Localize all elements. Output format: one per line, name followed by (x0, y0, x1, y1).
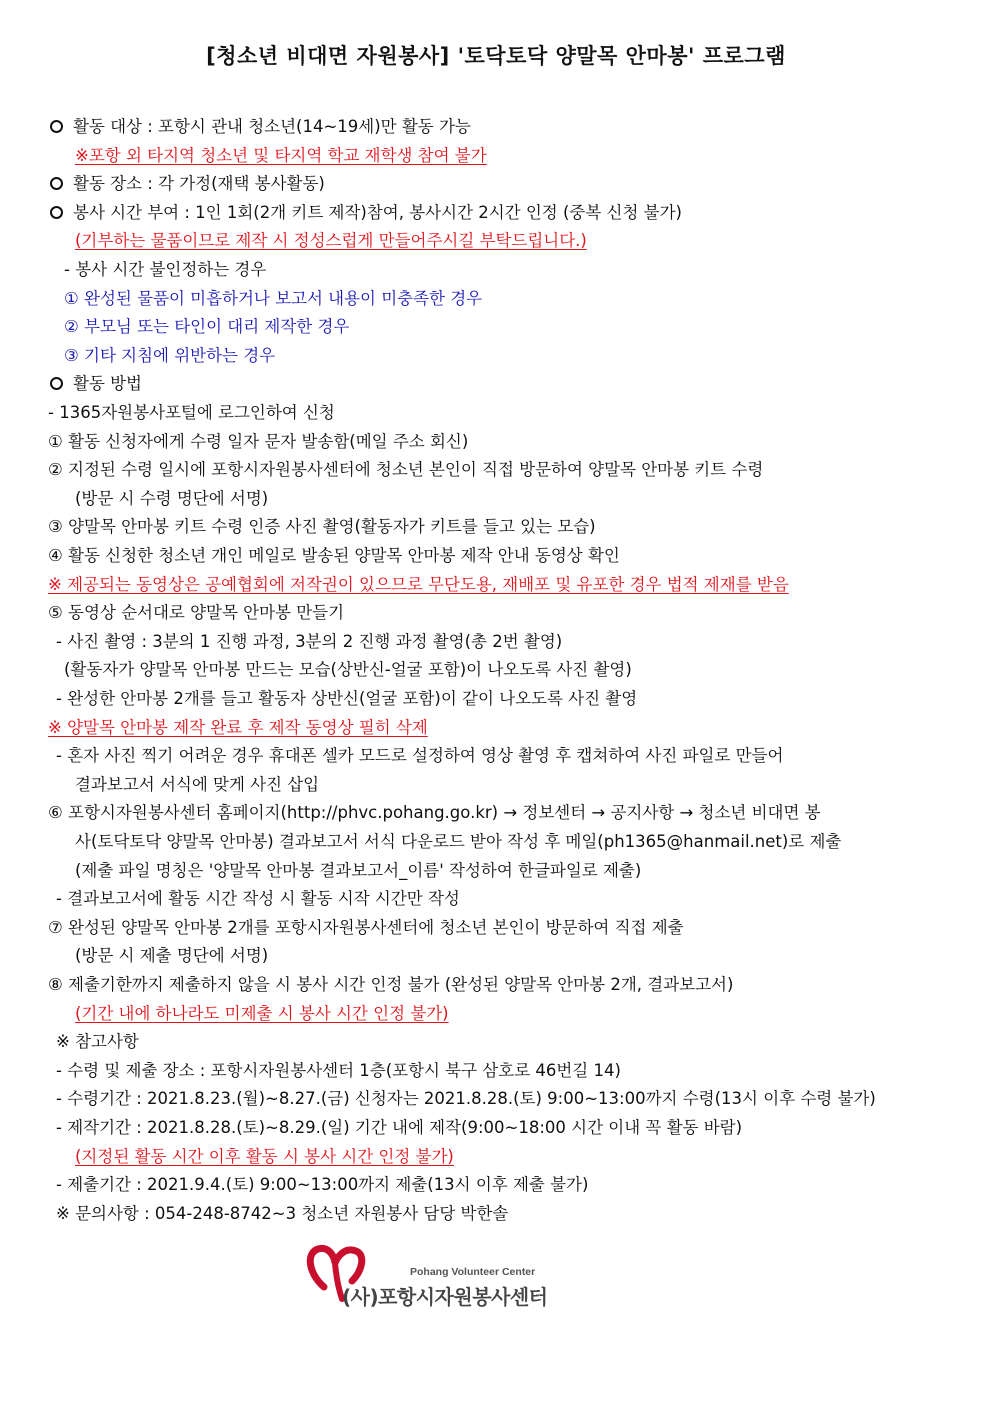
logo-korean-name: (사)포항시자원봉사센터 (342, 1285, 548, 1309)
text-line-content: - 사진 촬영 : 3분의 1 진행 과정, 3분의 2 진행 과정 촬영(총 2번 촬영) (56, 632, 563, 651)
text-line-content: ③ 양말목 안마봉 키트 수령 인증 사진 촬영(활동자가 키트를 들고 있는 모습) (48, 517, 596, 536)
text-line-content: (지정된 활동 시간 이후 활동 시 봉사 시간 인정 불가) (75, 1147, 454, 1166)
text-line (56, 1203, 508, 1225)
text-line (48, 917, 684, 939)
text-line-content: 활동 대상 : 포항시 관내 청소년(14~19세)만 활동 가능 (73, 117, 471, 136)
text-line-content: - 수령 및 제출 장소 : 포항시자원봉사센터 1층(포항시 북구 삼호로 46번길 14) (56, 1061, 621, 1080)
circle-bullet-icon (50, 120, 63, 133)
text-line-content: - 혼자 사진 찍기 어려운 경우 휴대폰 셀카 모드로 설정하여 영상 촬영 후 캡쳐하여 사진 파일로 만들어 (56, 746, 784, 765)
text-line (56, 1174, 588, 1196)
text-line (48, 574, 789, 596)
circle-bullet-icon (50, 206, 63, 219)
text-line-content: (방문 시 수령 명단에 서명) (75, 489, 269, 508)
text-line (48, 802, 821, 824)
text-line-content: 사(토닥토닥 양말목 안마봉) 결과보고서 서식 다운로드 받아 작성 후 메일(ph1365@hanmail.net)로 제출 (75, 832, 842, 851)
text-line (56, 1060, 621, 1082)
text-line-content: ④ 활동 신청한 청소년 개인 메일로 발송된 양말목 안마봉 제작 안내 동영상 확인 (48, 546, 620, 565)
text-line-content: - 1365자원봉사포털에 로그인하여 신청 (48, 403, 335, 422)
text-line-content: ※ 양말목 안마봉 제작 완료 후 제작 동영상 필히 삭제 (48, 718, 428, 737)
text-line (48, 717, 428, 739)
text-line (50, 373, 142, 395)
text-line-content: (기부하는 물품이므로 제작 시 정성스럽게 만들어주시길 부탁드립니다.) (75, 231, 587, 250)
text-line (48, 545, 620, 567)
text-line (56, 888, 460, 910)
text-line-content: ③ 기타 지침에 위반하는 경우 (64, 346, 276, 365)
text-line (64, 259, 266, 281)
document-title: [청소년 비대면 자원봉사] '토닥토닥 양말목 안마봉' 프로그램 (206, 44, 786, 68)
text-line-content: - 제작기간 : 2021.8.28.(토)~8.29.(일) 기간 내에 제작(9:00~18:00 시간 이내 꼭 활동 바람) (56, 1118, 743, 1137)
text-line (75, 945, 268, 967)
text-line-content: - 제출기간 : 2021.9.4.(토) 9:00~13:00까지 제출(13시 이후 제출 불가) (56, 1175, 589, 1194)
text-line-content: ⑥ 포항시자원봉사센터 홈페이지(http://phvc.pohang.go.kr) → 정보센터 → 공지사항 → 청소년 비대면 봉 (48, 803, 821, 822)
text-line-content: 활동 방법 (73, 374, 143, 393)
text-line-content: ⑤ 동영상 순서대로 양말목 안마봉 만들기 (48, 603, 345, 622)
text-line-content: ① 완성된 물품이 미흡하거나 보고서 내용이 미충족한 경우 (64, 289, 483, 308)
text-line-content: ② 부모님 또는 타인이 대리 제작한 경우 (64, 317, 350, 336)
text-line (48, 516, 596, 538)
text-line (48, 459, 763, 481)
text-line (75, 860, 641, 882)
text-line-content: (기간 내에 하나라도 미제출 시 봉사 시간 인정 불가) (75, 1004, 449, 1023)
circle-bullet-icon (50, 377, 63, 390)
text-line (75, 230, 587, 252)
text-line-content: - 봉사 시간 불인정하는 경우 (64, 260, 267, 279)
text-line (75, 774, 319, 796)
text-line-content: 봉사 시간 부여 : 1인 1회(2개 키트 제작)참여, 봉사시간 2시간 인정 (중복 신청 불가) (73, 203, 682, 222)
text-line (48, 431, 468, 453)
text-line-content: (방문 시 제출 명단에 서명) (75, 946, 269, 965)
text-line (50, 173, 325, 195)
text-line (56, 1031, 139, 1053)
text-line (64, 345, 275, 367)
text-line (48, 402, 335, 424)
text-line (75, 488, 268, 510)
text-line-content: - 완성한 안마봉 2개를 들고 활동자 상반신(얼굴 포함)이 같이 나오도록 사진 촬영 (56, 689, 638, 708)
text-line (75, 831, 841, 853)
text-line (56, 631, 562, 653)
text-line-content: (제출 파일 명칭은 '양말목 안마봉 결과보고서_이름' 작성하여 한글파일로 제출) (75, 861, 642, 880)
text-line (64, 659, 632, 681)
text-line (50, 202, 682, 224)
circle-bullet-icon (50, 177, 63, 190)
text-line (48, 974, 733, 996)
text-line-content: ※ 참고사항 (56, 1032, 139, 1051)
logo-english-name: Pohang Volunteer Center (410, 1266, 536, 1278)
text-line-content: ⑦ 완성된 양말목 안마봉 2개를 포항시자원봉사센터에 청소년 본인이 방문하여 직접 제출 (48, 918, 684, 937)
text-line-content: (활동자가 양말목 안마봉 만드는 모습(상반신-얼굴 포함)이 나오도록 사진 촬영) (64, 660, 632, 679)
text-line (56, 745, 783, 767)
text-line-content: ※ 문의사항 : 054-248-8742~3 청소년 자원봉사 담당 박한솔 (56, 1204, 509, 1223)
text-line-content: 활동 장소 : 각 가정(재택 봉사활동) (73, 174, 325, 193)
text-line (50, 116, 471, 138)
text-line (64, 288, 482, 310)
text-line-content: ① 활동 신청자에게 수령 일자 문자 발송함(메일 주소 회신) (48, 432, 469, 451)
text-line-content: 결과보고서 서식에 맞게 사진 삽입 (75, 775, 320, 794)
text-line-content: - 결과보고서에 활동 시간 작성 시 활동 시작 시간만 작성 (56, 889, 460, 908)
text-line (48, 602, 344, 624)
text-line-content: - 수령기간 : 2021.8.23.(월)~8.27.(금) 신청자는 2021.8.28.(토) 9:00~13:00까지 수령(13시 이후 수령 불가) (56, 1089, 876, 1108)
text-line (56, 1088, 876, 1110)
text-line (75, 1146, 454, 1168)
text-line (75, 1003, 449, 1025)
text-line-content: ※ 제공되는 동영상은 공예협회에 저작권이 있으므로 무단도용, 재배포 및 유포한 경우 법적 제재를 받음 (48, 575, 789, 594)
text-line-content: ⑧ 제출기한까지 제출하지 않을 시 봉사 시간 인정 불가 (완성된 양말목 안마봉 2개, 결과보고서) (48, 975, 734, 994)
text-line (64, 316, 349, 338)
text-line (56, 1117, 742, 1139)
text-line-content: ※포항 외 타지역 청소년 및 타지역 학교 재학생 참여 불가 (75, 146, 487, 165)
text-line-content: ② 지정된 수령 일시에 포항시자원봉사센터에 청소년 본인이 직접 방문하여 양말목 안마봉 키트 수령 (48, 460, 764, 479)
text-line (75, 145, 487, 167)
text-line (56, 688, 637, 710)
center-logo (302, 1243, 548, 1313)
